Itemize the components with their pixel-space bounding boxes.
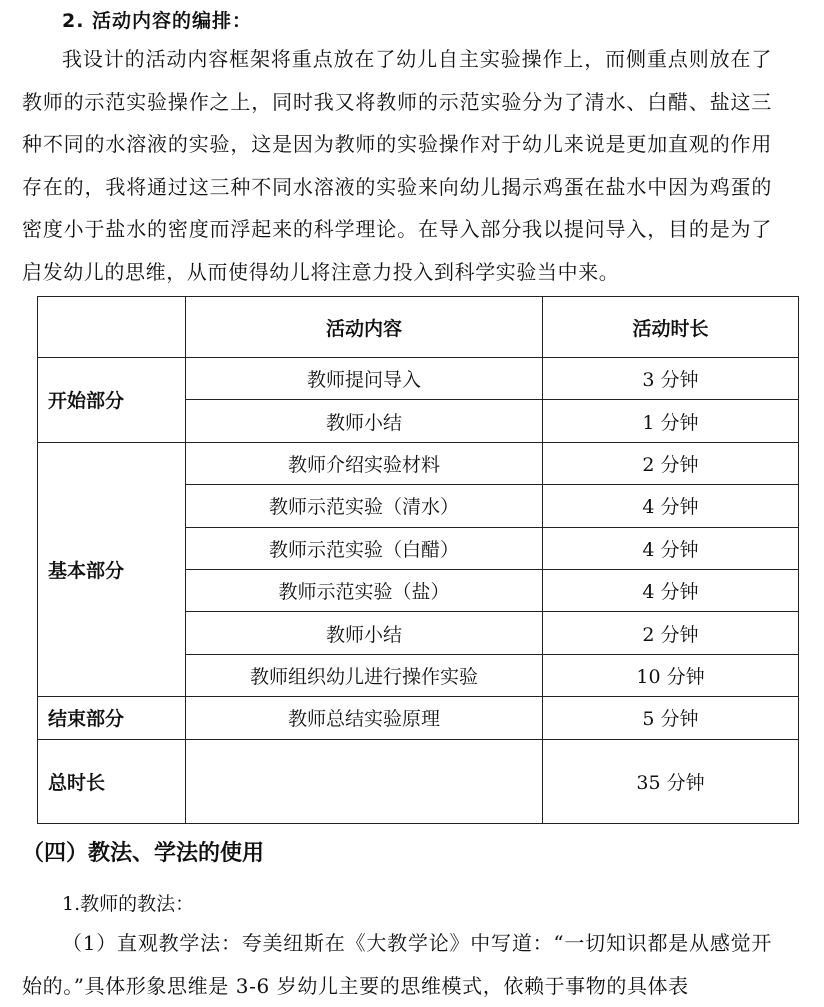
activity-duration: 2 分钟 <box>543 442 799 484</box>
activity-duration: 2 分钟 <box>543 612 799 654</box>
table-total-row <box>38 739 799 823</box>
section-start: 开始部分 <box>38 358 186 443</box>
total-content-empty <box>186 739 543 823</box>
activity-duration: 10 分钟 <box>543 654 799 696</box>
activity-content: 教师小结 <box>186 612 543 654</box>
activity-duration: 4 分钟 <box>543 485 799 527</box>
activity-duration: 3 分钟 <box>543 358 799 400</box>
activity-duration: 1 分钟 <box>543 400 799 442</box>
section-end: 结束部分 <box>38 697 186 739</box>
section-4-heading: （四）教法、学法的使用 <box>22 841 265 866</box>
header-blank <box>38 297 186 358</box>
table-row <box>38 358 799 400</box>
activity-content: 教师组织幼儿进行操作实验 <box>186 654 543 696</box>
activity-duration: 4 分钟 <box>543 527 799 569</box>
body-paragraph: 我设计的活动内容框架将重点放在了幼儿自主实验操作上，而侧重点则放在了教师的示范实验操作之上，同时我又将教师的示范实验分为了清水、白醋、盐这三种不同的水溶液的实验，这是因为教师的实验操作对于幼儿来说是更加直观的作用存在的，我将通过这三种不同水溶液的实验来向幼儿揭示鸡蛋在盐水中因为鸡蛋的密度小于盐水的密度而浮起来的科学理论。在导入部分我以提问导入，目的是为了启发幼儿的思维，从而使得幼儿将注意力投入到科学实验当中来。 <box>22 47 772 284</box>
activity-content: 教师示范实验（盐） <box>186 569 543 611</box>
teaching-method-subheading: 1.教师的教法： <box>62 893 195 915</box>
table-row <box>38 697 799 739</box>
activity-schedule-table <box>37 296 799 824</box>
activity-content: 教师小结 <box>186 400 543 442</box>
section-total: 总时长 <box>38 739 186 823</box>
activity-content: 教师提问导入 <box>186 358 543 400</box>
header-content: 活动内容 <box>186 297 543 358</box>
header-duration: 活动时长 <box>543 297 799 358</box>
activity-duration: 5 分钟 <box>543 697 799 739</box>
activity-content: 教师示范实验（白醋） <box>186 527 543 569</box>
section-heading: 2. 活动内容的编排： <box>62 10 253 32</box>
activity-content: 教师总结实验原理 <box>186 697 543 739</box>
table-header-row <box>38 297 799 358</box>
total-duration: 35 分钟 <box>543 739 799 823</box>
activity-duration: 4 分钟 <box>543 569 799 611</box>
activity-content: 教师示范实验（清水） <box>186 485 543 527</box>
body-paragraph-2: （1）直观教学法：夸美纽斯在《大教学论》中写道：“一切知识都是从感觉开始的。”具体形象思维是 3-6 岁幼儿主要的思维模式，依赖于事物的具体表 <box>22 931 772 998</box>
section-basic: 基本部分 <box>38 442 186 696</box>
table-row <box>38 442 799 484</box>
activity-content: 教师介绍实验材料 <box>186 442 543 484</box>
